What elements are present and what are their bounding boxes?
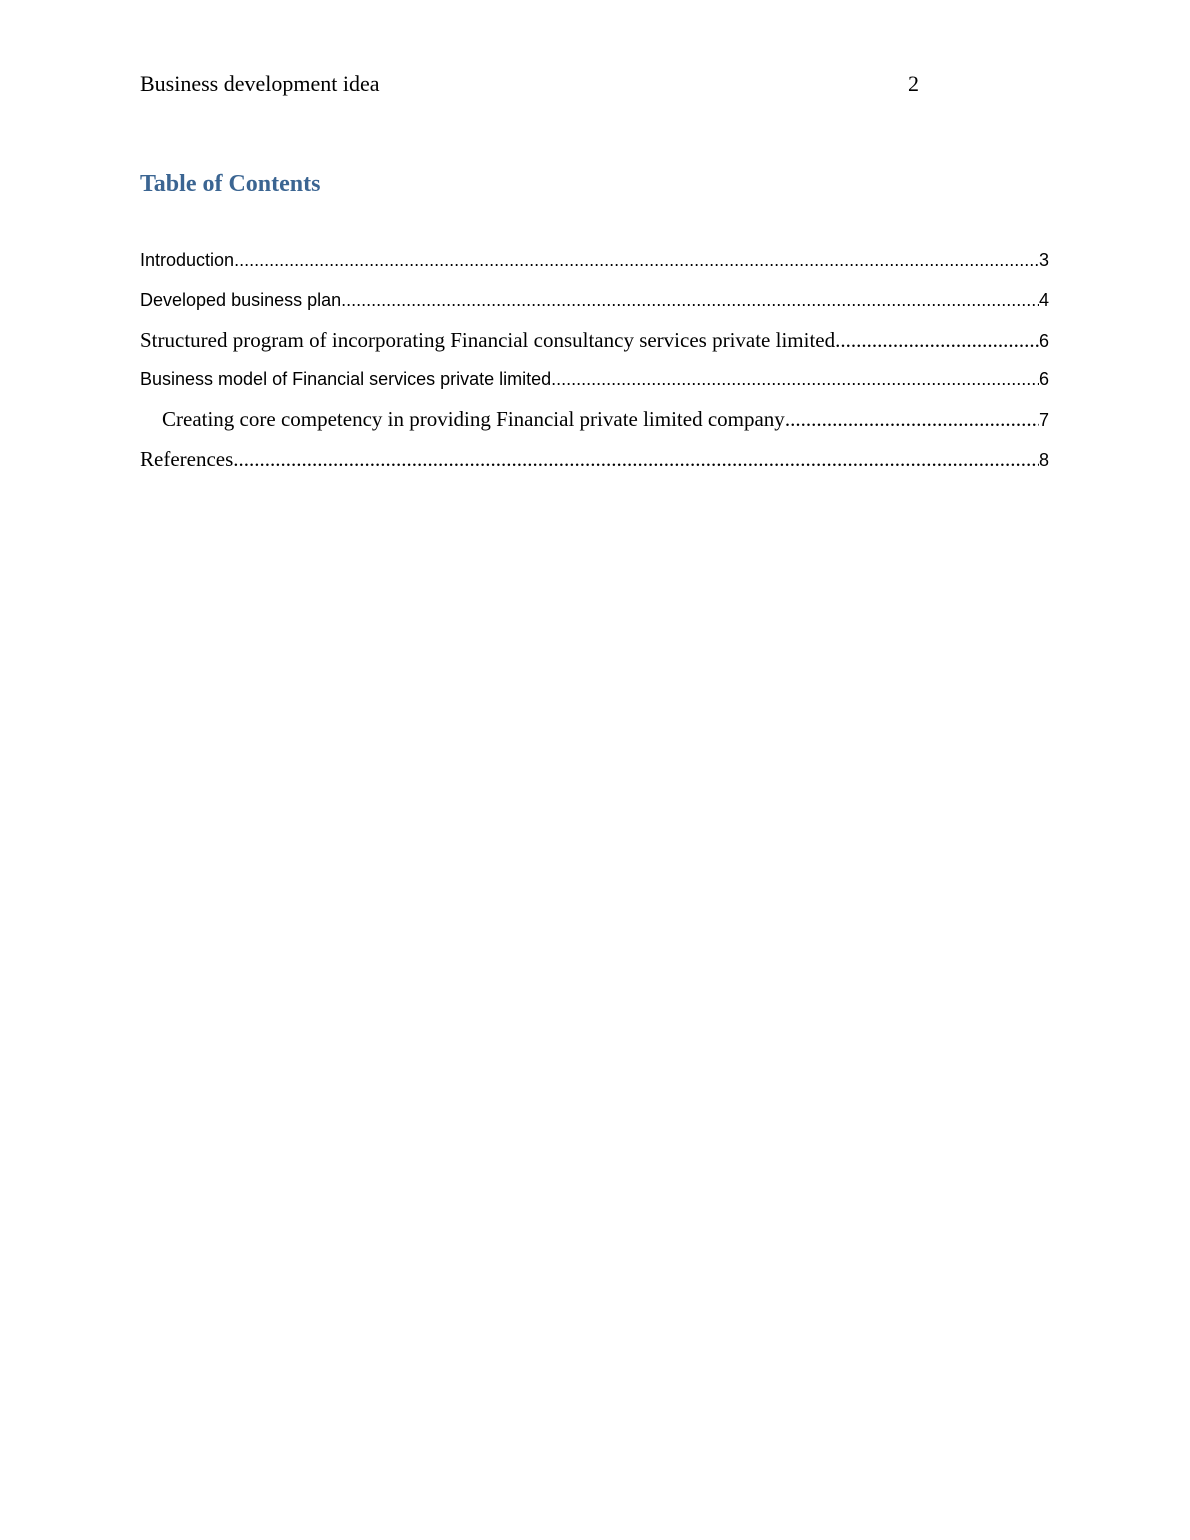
toc-entry-label: Creating core competency in providing Financial private limited company <box>162 407 785 432</box>
toc-dot-leader <box>835 326 1039 354</box>
toc-entry-introduction[interactable] <box>140 246 1049 286</box>
toc-entry-page: 6 <box>1038 369 1049 390</box>
toc-entry-label: Developed business plan <box>140 289 342 310</box>
toc-entry-page: 7 <box>1038 410 1049 431</box>
toc-entry-page: 8 <box>1038 449 1049 470</box>
toc-dot-leader <box>233 445 1039 473</box>
toc-dot-leader <box>785 405 1039 433</box>
toc-entry-label: Introduction <box>140 250 235 270</box>
toc-entry-page: 3 <box>1038 250 1049 270</box>
toc-entry-developed-business-plan[interactable] <box>140 286 1049 326</box>
toc-entry-business-model[interactable] <box>140 365 1049 405</box>
toc-list <box>140 246 1049 485</box>
page-number: 2 <box>908 71 919 96</box>
toc-heading: Table of Contents <box>140 171 321 197</box>
toc-entry-core-competency[interactable] <box>140 405 1049 445</box>
running-header-title: Business development idea <box>140 71 380 96</box>
toc-entry-label: Structured program of incorporating Financial consultancy services private limited <box>140 327 836 352</box>
toc-dot-leader <box>341 286 1039 314</box>
toc-entry-page: 6 <box>1038 330 1049 351</box>
toc-entry-references[interactable] <box>140 445 1049 485</box>
toc-entry-structured-program[interactable] <box>140 326 1049 366</box>
toc-entry-page: 4 <box>1038 289 1049 310</box>
toc-dot-leader <box>234 246 1039 274</box>
toc-entry-label: References <box>140 446 234 471</box>
toc-entry-label: Business model of Financial services private limited <box>140 369 552 390</box>
toc-dot-leader <box>551 365 1039 393</box>
